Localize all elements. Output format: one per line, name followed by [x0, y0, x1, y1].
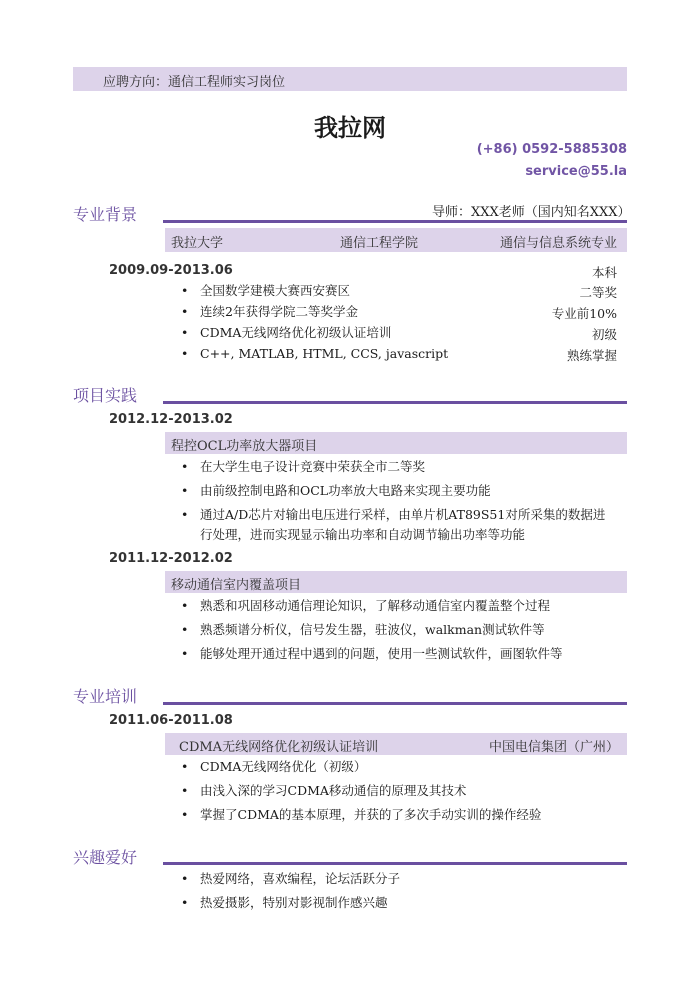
candidate-name: 我拉网 — [314, 114, 386, 142]
college-name: 通信工程学院 — [340, 236, 419, 251]
section-divider — [163, 702, 627, 705]
section-title-projects: 项目实践 — [73, 386, 138, 405]
project-band — [165, 571, 627, 593]
education-band — [165, 228, 627, 252]
project-band — [165, 432, 627, 454]
section-divider — [163, 220, 627, 223]
list-item-continuation: 行处理，进而实现显示输出功率和自动调节输出功率等功能 — [200, 527, 526, 542]
phone-number: (+86) 0592-5885308 — [476, 142, 627, 157]
section-title-education: 专业背景 — [73, 205, 138, 224]
section-divider — [163, 401, 627, 404]
project-name: 移动通信室内覆盖项目 — [171, 578, 302, 593]
project-name: 程控OCL功率放大器项目 — [171, 439, 318, 454]
advisor: 导师：XXX老师（国内知名XXX） — [432, 205, 631, 220]
section-title-hobbies: 兴趣爱好 — [73, 848, 138, 867]
list-item-right: 熟练掌握 — [566, 348, 617, 363]
project-date: 2012.12-2013.02 — [109, 412, 233, 427]
email-address: service@55.la — [525, 164, 627, 179]
training-date: 2011.06-2011.08 — [109, 713, 233, 728]
training-band — [165, 733, 627, 755]
training-org: 中国电信集团（广州） — [488, 740, 619, 755]
section-title-training: 专业培训 — [73, 687, 138, 706]
section-divider — [163, 862, 627, 865]
project-date: 2011.12-2012.02 — [109, 551, 233, 566]
list-item-right: 二等奖 — [579, 285, 617, 300]
education-date: 2009.09-2013.06 — [109, 263, 233, 278]
list-item-right: 初级 — [591, 327, 617, 342]
target-position-bar — [73, 67, 627, 91]
major-name: 通信与信息系统专业 — [499, 236, 617, 251]
degree: 本科 — [591, 265, 617, 280]
school-name: 我拉大学 — [171, 236, 224, 251]
list-item-right: 专业前10% — [551, 306, 617, 321]
training-name: CDMA无线网络优化初级认证培训 — [179, 740, 379, 755]
target-position: 应聘方向：通信工程师实习岗位 — [103, 75, 286, 90]
